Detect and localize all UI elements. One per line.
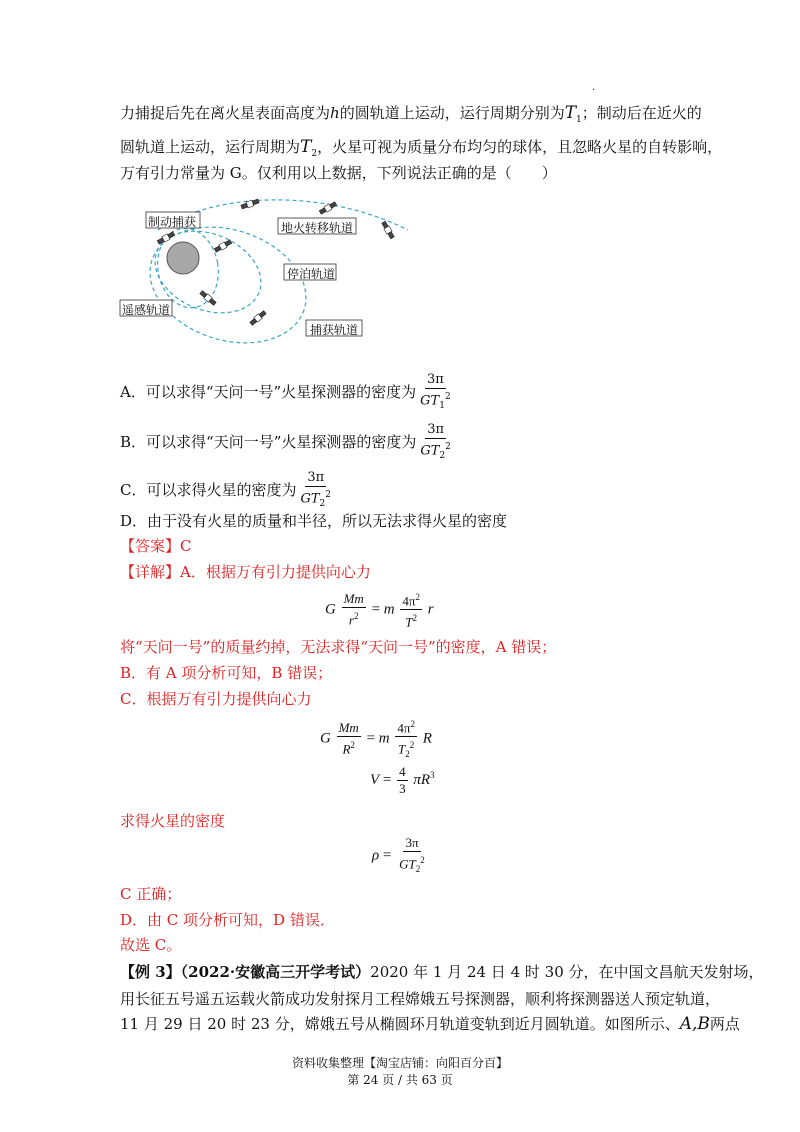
header-mark: · xyxy=(592,85,596,96)
detail-a: 【详解】A．根据万有引力提供向心力 xyxy=(120,563,371,581)
equation-4: ρ = $\frac{3\pi}{GT_2^2}$ xyxy=(372,835,425,874)
label-transfer: 地火转移轨道 xyxy=(281,221,354,235)
detail-density: 求得火星的密度 xyxy=(120,812,226,830)
option-a: A．可以求得“天问一号”火星探测器的密度为 $\frac{3\pi}{GT_1^2}$ xyxy=(120,372,451,411)
label-capture-orbit: 捕获轨道 xyxy=(310,323,359,337)
footer-source: 资料收集整理【淘宝店铺：向阳百分百】 xyxy=(291,1056,508,1070)
option-c: C．可以求得火星的密度为 $\frac{3\pi}{GT_2^2}$ xyxy=(120,470,332,509)
detail-b: B．有 A 项分析可知，B 错误； xyxy=(120,664,333,682)
detail-a-conclusion: 将“天问一号”的质量约掉，无法求得“天问一号”的密度，A 错误； xyxy=(120,638,557,656)
detail-c: C．根据万有引力提供向心力 xyxy=(120,690,312,708)
mars-sphere xyxy=(167,242,199,274)
label-capture: 制动捕获 xyxy=(148,215,197,229)
equation-3: V = $\frac{4}{3}$ $\pi R^3$ xyxy=(370,764,435,796)
answer: 【答案】C xyxy=(120,537,192,555)
equation-1: G $\frac{Mm}{r^2}$ = m $\frac{4\pi^2}{T^2}$ r xyxy=(325,589,434,631)
label-remote: 遥感轨道 xyxy=(122,303,171,317)
label-parking: 停泊轨道 xyxy=(287,267,336,281)
equation-2: G $\frac{Mm}{R^2}$ = m $\frac{4\pi^2}{T_2^2}$ R xyxy=(320,716,432,762)
page-number: 第 24 页 / 共 63 页 xyxy=(347,1073,453,1087)
detail-c-correct: C 正确； xyxy=(120,885,182,903)
detail-choice: 故选 C。 xyxy=(120,936,182,954)
intro-line-1: 力捕捉后先在离火星表面高度为h的圆轨道上运动，运行周期分别为$T_1$；制动后在近火的 xyxy=(120,103,702,125)
option-d: D．由于没有火星的质量和半径，所以无法求得火星的密度 xyxy=(120,512,508,530)
detail-d: D．由 C 项分析可知，D 错误． xyxy=(120,911,335,929)
example-line-2: 用长征五号遥五运载火箭成功发射探月工程嫦娥五号探测器，顺利将探测器送人预定轨道， xyxy=(120,990,721,1008)
intro-line-2: 圆轨道上运动，运行周期为$T_2$，火星可视为质量分布均匀的球体，且忽略火星的自转影响， xyxy=(120,137,723,159)
example-line-3: 11 月 29 日 20 时 23 分，嫦娥五号从椭圆环月轨道变轨到近月圆轨道。如图所示、A,B两点 xyxy=(120,1014,740,1034)
example-line-1: 【例 3】（2022·安徽高三开学考试）2020 年 1 月 24 日 4 时 30 分，在中国文昌航天发射场， xyxy=(120,963,764,981)
intro-line-3: 万有引力常量为 G。仅利用以上数据，下列说法正确的是（ ） xyxy=(120,164,557,182)
option-b: B．可以求得“天问一号”火星探测器的密度为 $\frac{3\pi}{GT_2^2}$ xyxy=(120,422,451,461)
